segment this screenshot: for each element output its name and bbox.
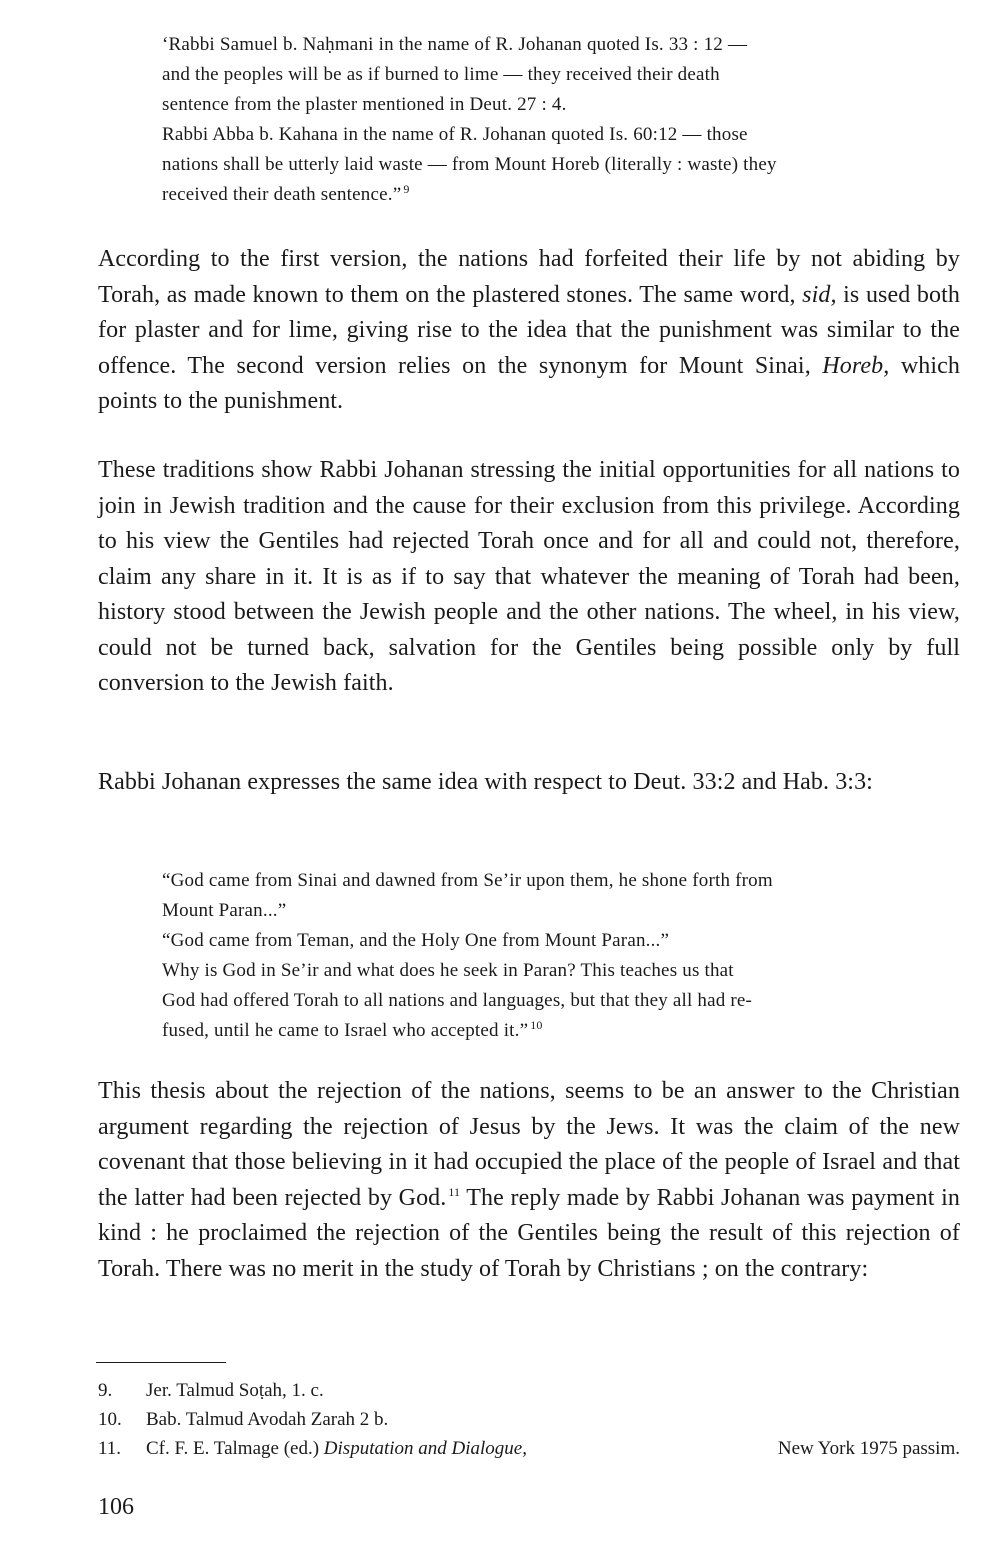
footnote-number: 9.	[98, 1380, 113, 1401]
text-run: According to the first version, the nations had forfeited their life by not abiding by Torah, as made known to them on the plastered stones. The same word,	[98, 246, 960, 308]
italic-term-sid: sid,	[802, 281, 837, 308]
paragraph-deut-hab	[98, 765, 960, 801]
paragraph-versions	[98, 242, 960, 420]
block-quote-sinai	[162, 866, 960, 1046]
text-run: This thesis about the rejection of the nations, seems to be an answer to the Christian argument regarding the rejection of Jesus by the Jews. It was the claim of the new covenant that those believing in it had occupied the place of the people of Israel and that the latter had been rejected by God.	[98, 1078, 960, 1211]
paragraph-traditions	[98, 453, 960, 702]
text-run: is used both for plaster and for lime, giving rise to the idea that the punishment was similar to the offence. The second version relies on the synonym for Mount Sinai,	[98, 281, 960, 379]
footnote-text: Cf. F. E. Talmage (ed.)	[146, 1438, 320, 1459]
paragraph-text	[98, 1074, 960, 1287]
quote-line: Mount Paran...”	[162, 900, 287, 921]
quote-line: Rabbi Abba b. Kahana in the name of R. Johanan quoted Is. 60:12 — those	[162, 124, 748, 145]
quote-line: Why is God in Se’ir and what does he seek in Paran? This teaches us that	[162, 960, 734, 981]
footnotes	[98, 1376, 960, 1463]
footnote-number: 11.	[98, 1438, 122, 1459]
quote-line: ‘Rabbi Samuel b. Naḥmani in the name of R. Johanan quoted Is. 33 : 12 —	[162, 34, 748, 55]
quote-line: “God came from Sinai and dawned from Se’ir upon them, he shone forth from	[162, 870, 773, 891]
footnote-ref-9[interactable]: 9	[403, 181, 410, 196]
footnote-11	[98, 1434, 960, 1463]
quote-line	[162, 180, 960, 210]
quote-line: and the peoples will be as if burned to lime — they received their death	[162, 64, 720, 85]
quote-line: God had offered Torah to all nations and languages, but that they all had re-	[162, 990, 753, 1011]
paragraph-text: These traditions show Rabbi Johanan stressing the initial opportunities for all nations to join in Jewish tradition and the cause for their exclusion from this privilege. According to his view the Gentiles had rejected Torah once and for all and could not, therefore, claim any share in it. It is as if to say that whatever the meaning of Torah had been, history stood between the Jewish people and the other nations. The wheel, in his view, could not be turned back, salvation for the Gentiles being possible only by full conversion to the Jewish faith.	[98, 457, 960, 696]
paragraph-text	[98, 242, 960, 420]
footnote-text: Bab. Talmud Avodah Zarah 2 b.	[146, 1409, 389, 1430]
footnote-9	[98, 1376, 960, 1405]
quote-text: received their death sentence.”	[162, 184, 402, 205]
paragraph-text: Rabbi Johanan expresses the same idea with respect to Deut. 33:2 and Hab. 3:3:	[98, 769, 873, 795]
footnote-10	[98, 1405, 960, 1434]
footnote-text: Jer. Talmud Soṭah, 1. c.	[146, 1380, 324, 1401]
footnote-number: 10.	[98, 1409, 122, 1430]
quote-line: nations shall be utterly laid waste — from Mount Horeb (literally : waste) they	[162, 154, 777, 175]
footnote-ref-10[interactable]: 10	[530, 1017, 543, 1032]
text-run: which points to the punishment.	[98, 352, 960, 414]
quote-line: sentence from the plaster mentioned in Deut. 27 : 4.	[162, 94, 567, 115]
quote-text: fused, until he came to Israel who accepted it.”	[162, 1020, 529, 1041]
footnote-divider	[96, 1362, 226, 1363]
block-quote-johanan	[162, 30, 960, 210]
footnote-ref-11[interactable]: 11	[448, 1184, 461, 1199]
cited-title: Disputation and Dialogue,	[323, 1438, 527, 1459]
italic-term-horeb: Horeb,	[822, 352, 890, 379]
paragraph-rejection-thesis	[98, 1074, 960, 1287]
page-number: 106	[98, 1494, 134, 1520]
footnote-text: New York 1975 passim.	[777, 1438, 960, 1459]
quote-line: “God came from Teman, and the Holy One from Mount Paran...”	[162, 930, 670, 951]
quote-line	[162, 1016, 960, 1046]
text-run: The reply made by Rabbi Johanan was payment in kind : he proclaimed the rejection of the Gentiles being the result of this rejection of Torah. There was no merit in the study of Torah by Christians ; on the contrary:	[98, 1184, 960, 1282]
